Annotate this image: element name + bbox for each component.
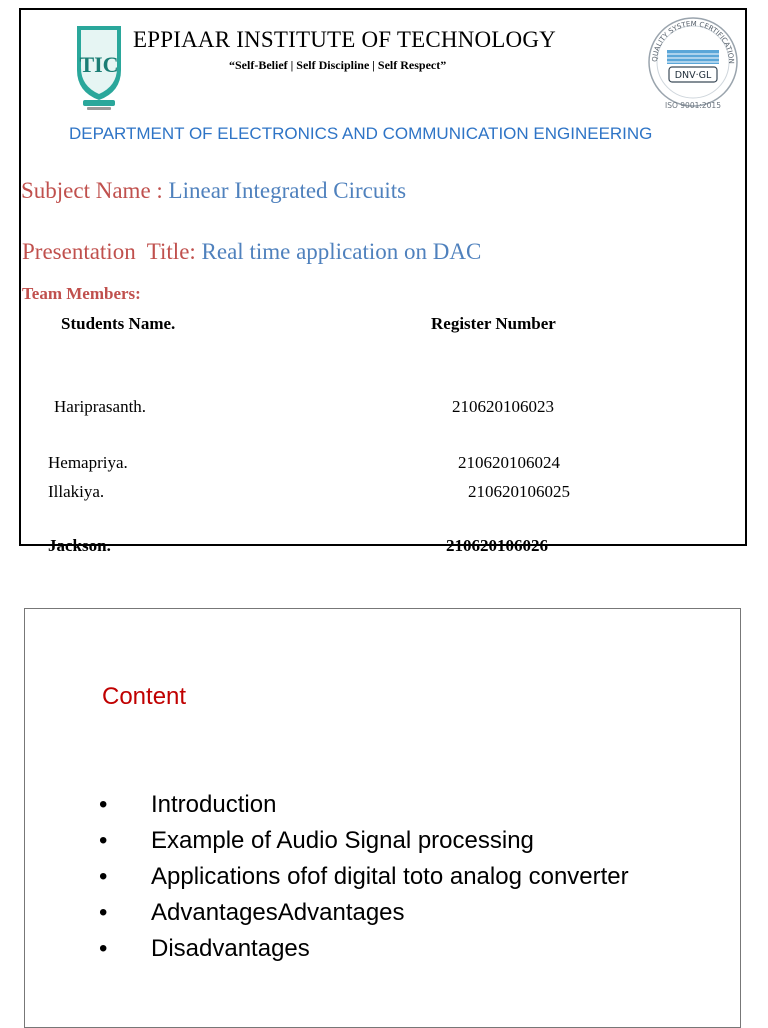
student-name: Jackson. bbox=[48, 536, 111, 555]
iso-standard-text: ISO 9001:2015 bbox=[665, 101, 721, 110]
department-name: DEPARTMENT OF ELECTRONICS AND COMMUNICATION ENGINEERING bbox=[69, 124, 653, 143]
student-name: Hemapriya. bbox=[48, 453, 128, 472]
student-register-number: 210620106024 bbox=[458, 453, 560, 472]
content-bullet-list bbox=[99, 787, 631, 967]
subject-line bbox=[21, 178, 406, 204]
subject-value: Linear Integrated Circuits bbox=[168, 178, 407, 203]
student-register-number: 210620106025 bbox=[468, 482, 570, 501]
students-name-header: Students Name. bbox=[61, 314, 176, 333]
list-item bbox=[99, 859, 631, 895]
institute-logo-icon bbox=[73, 22, 125, 114]
dnv-gl-brand-text: DNV·GL bbox=[674, 70, 712, 81]
list-item bbox=[99, 895, 631, 931]
content-title: Content bbox=[102, 683, 187, 710]
bullet-icon: • bbox=[99, 863, 108, 890]
student-name: Illakiya. bbox=[48, 482, 105, 501]
student-name: Hariprasanth. bbox=[54, 397, 147, 416]
list-item bbox=[99, 787, 631, 823]
certification-arc-text: QUALITY SYSTEM CERTIFICATION bbox=[650, 19, 736, 64]
list-item-text: Example of Audio Signal processing bbox=[151, 827, 534, 854]
institute-motto: “Self-Belief | Self Discipline | Self Respect” bbox=[229, 58, 447, 72]
list-item bbox=[99, 931, 631, 967]
presentation-label: Presentation Title: bbox=[22, 239, 196, 264]
student-register-number: 210620106023 bbox=[452, 397, 554, 416]
logo-left-monogram: TIC bbox=[79, 52, 119, 77]
team-members-label: Team Members: bbox=[22, 284, 141, 303]
bullet-icon: • bbox=[99, 899, 108, 926]
presentation-value: Real time application on DAC bbox=[201, 239, 482, 264]
bullet-icon: • bbox=[99, 935, 108, 962]
presentation-title-line bbox=[22, 239, 481, 265]
list-item-text: Disadvantages bbox=[151, 935, 310, 962]
subject-label: Subject Name : bbox=[21, 178, 163, 203]
list-item-text: Applications ofof digital toto analog converter bbox=[151, 863, 629, 890]
bullet-icon: • bbox=[99, 827, 108, 854]
register-number-header: Register Number bbox=[431, 314, 556, 333]
title-slide bbox=[19, 8, 747, 555]
list-item-text: Introduction bbox=[151, 791, 277, 818]
institute-name: EPPIAAR INSTITUTE OF TECHNOLOGY bbox=[133, 27, 556, 52]
list-item-text: AdvantagesAdvantages bbox=[151, 899, 405, 926]
content-slide bbox=[24, 608, 741, 1028]
bullet-icon: • bbox=[99, 791, 108, 818]
list-item bbox=[99, 823, 631, 859]
dnv-gl-certification-logo-icon bbox=[637, 10, 749, 112]
student-register-number: 210620106026 bbox=[446, 536, 548, 555]
